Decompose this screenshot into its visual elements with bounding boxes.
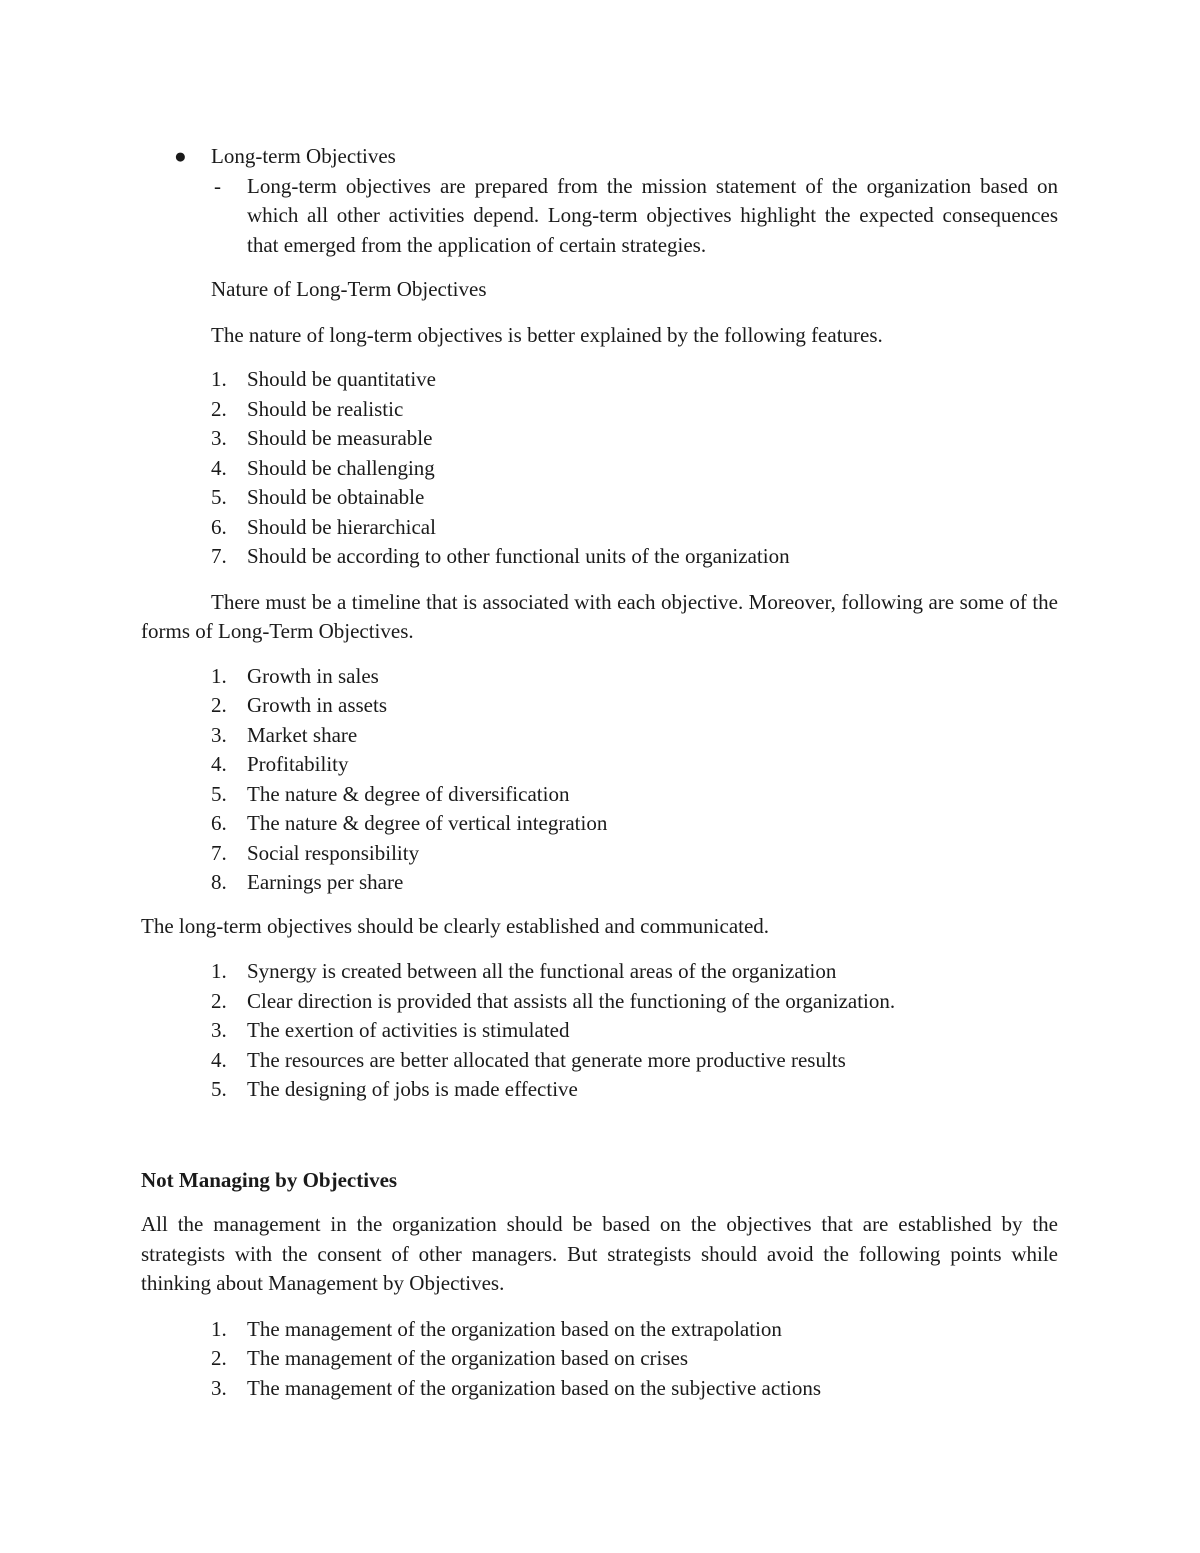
list-item-text: Social responsibility (247, 840, 420, 865)
list-item-number: 1. (211, 367, 227, 391)
dash-marker: - (214, 173, 221, 198)
list-item-text: Should be measurable (247, 426, 433, 450)
section-heading-not-managing: Not Managing by Objectives (141, 1167, 398, 1192)
list-item-number: 6. (211, 811, 227, 835)
list-item-text: The nature & degree of vertical integration (247, 811, 608, 835)
list-item (141, 483, 1058, 513)
bullet-dot-icon: ● (174, 144, 187, 168)
bullet-title: Long-term Objectives (211, 144, 396, 168)
list-item-number: 3. (211, 722, 227, 747)
list-item-text: Should be quantitative (247, 367, 436, 391)
list-item-text: The nature & degree of diversification (247, 781, 570, 806)
benefits-list (141, 957, 1058, 1105)
list-item-text: Synergy is created between all the functional areas of the organization (247, 959, 837, 983)
list-item-text: Market share (247, 722, 358, 747)
list-item-text: Should be obtainable (247, 485, 425, 509)
list-item-text: Should be according to other functional units of the organization (247, 544, 790, 568)
list-item-number: 2. (211, 693, 227, 717)
list-item-text: Earnings per share (247, 870, 404, 894)
list-item-number: 4. (211, 752, 227, 776)
list-item-number: 5. (211, 1077, 227, 1101)
list-item-number: 5. (211, 485, 227, 509)
dash-item (141, 172, 1058, 261)
list-item (141, 542, 1058, 572)
list-item (141, 721, 1058, 751)
list-item-number: 3. (211, 1375, 227, 1400)
list-item-number: 8. (211, 870, 227, 894)
list-item (141, 1016, 1058, 1046)
not-managing-list (141, 1315, 1058, 1404)
list-item-text: Growth in sales (247, 663, 379, 688)
list-item-number: 1. (211, 1316, 227, 1341)
list-item-number: 4. (211, 455, 227, 480)
list-item-number: 7. (211, 544, 227, 568)
list-item-number: 5. (211, 781, 227, 806)
list-item (141, 780, 1058, 810)
dash-text: Long-term objectives are prepared from the mission statement of the organization based on which all other activities depend. Long-term objectives highlight the expected consequences that emerged from the application of certain strategies. (247, 173, 1058, 257)
list-item (141, 662, 1058, 692)
list-item-number: 1. (211, 663, 227, 688)
list-item-text: Clear direction is provided that assists all the functioning of the organization. (247, 988, 896, 1013)
list-item-text: Should be realistic (247, 396, 404, 421)
benefits-intro: The long-term objectives should be clearly established and communicated. (141, 913, 770, 938)
forms-list (141, 662, 1058, 898)
list-item (141, 987, 1058, 1017)
forms-intro: There must be a timeline that is associated with each objective. Moreover, following are some of the forms of Long-Term Objectives. (141, 589, 1058, 643)
list-item-text: The management of the organization based on the subjective actions (247, 1375, 822, 1400)
list-item (141, 424, 1058, 454)
list-item (141, 513, 1058, 543)
list-item-text: Profitability (247, 752, 349, 776)
nature-list (141, 365, 1058, 572)
list-item-text: The management of the organization based on the extrapolation (247, 1316, 782, 1341)
bullet-item (141, 142, 1058, 172)
list-item (141, 809, 1058, 839)
list-item (141, 395, 1058, 425)
list-item (141, 691, 1058, 721)
list-item (141, 1315, 1058, 1345)
section-heading-nature: Nature of Long-Term Objectives (211, 277, 487, 301)
list-item (141, 454, 1058, 484)
list-item (141, 957, 1058, 987)
list-item-number: 2. (211, 1346, 227, 1370)
list-item-number: 3. (211, 426, 227, 450)
list-item (141, 1075, 1058, 1105)
list-item (141, 750, 1058, 780)
not-managing-intro: All the management in the organization should be based on the objectives that are established by the strategists with the consent of other managers. But strategists should avoid the following points while thinking about Management by Objectives. (141, 1212, 1058, 1295)
list-item-text: Growth in assets (247, 693, 387, 717)
list-item-text: The exertion of activities is stimulated (247, 1018, 570, 1042)
list-item-text: Should be hierarchical (247, 514, 436, 539)
list-item-number: 2. (211, 396, 227, 421)
list-item (141, 365, 1058, 395)
list-item (141, 868, 1058, 898)
list-item-number: 7. (211, 840, 227, 865)
list-item-text: The management of the organization based on crises (247, 1346, 689, 1370)
list-item-number: 4. (211, 1047, 227, 1072)
nature-intro: The nature of long-term objectives is better explained by the following features. (211, 322, 883, 347)
list-item-text: The resources are better allocated that generate more productive results (247, 1047, 846, 1072)
document-body (141, 142, 1058, 1403)
list-item-number: 6. (211, 514, 227, 539)
list-item-number: 1. (211, 959, 227, 983)
list-item-number: 3. (211, 1018, 227, 1042)
list-item (141, 839, 1058, 869)
list-item-number: 2. (211, 988, 227, 1013)
list-item (141, 1046, 1058, 1076)
list-item (141, 1374, 1058, 1404)
list-item-text: Should be challenging (247, 455, 435, 480)
list-item (141, 1344, 1058, 1374)
list-item-text: The designing of jobs is made effective (247, 1077, 578, 1101)
